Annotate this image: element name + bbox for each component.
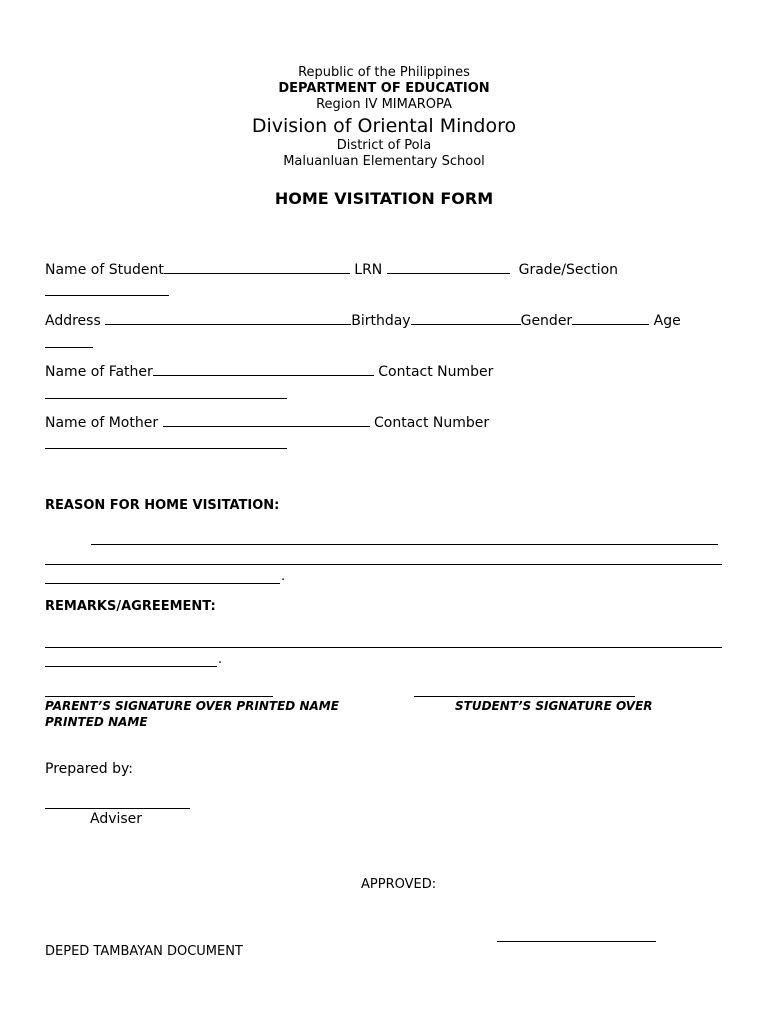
student-signature-label: STUDENT’S SIGNATURE OVER xyxy=(455,699,653,713)
remarks-period: . xyxy=(218,652,223,667)
age-blank[interactable] xyxy=(45,347,93,348)
remarks-line-2[interactable] xyxy=(45,666,217,667)
father-contact-blank[interactable] xyxy=(45,398,287,399)
student-name-label: Name of Student xyxy=(45,262,164,278)
footer-text: DEPED TAMBAYAN DOCUMENT xyxy=(45,944,243,959)
gender-blank[interactable] xyxy=(572,313,649,325)
student-signature-line[interactable] xyxy=(414,696,635,697)
header-district: District of Pola xyxy=(336,138,432,153)
grade-section-label: Grade/Section xyxy=(518,262,619,278)
header-republic: Republic of the Philippines xyxy=(298,65,470,80)
address-row xyxy=(45,313,681,329)
father-name-label: Name of Father xyxy=(45,364,153,380)
address-blank[interactable] xyxy=(105,313,351,325)
father-contact-label: Contact Number xyxy=(378,364,494,380)
prepared-by-label: Prepared by: xyxy=(45,761,133,777)
reason-line-3[interactable] xyxy=(45,583,280,584)
approved-label: APPROVED: xyxy=(361,877,437,892)
remarks-heading: REMARKS/AGREEMENT: xyxy=(45,599,216,614)
remarks-line-1[interactable] xyxy=(45,647,722,648)
father-row xyxy=(45,364,493,380)
header-department: DEPARTMENT OF EDUCATION xyxy=(278,81,490,96)
mother-row xyxy=(45,415,489,431)
birthday-blank[interactable] xyxy=(411,313,521,325)
mother-name-blank[interactable] xyxy=(163,415,370,427)
mother-contact-blank[interactable] xyxy=(45,448,287,449)
address-label: Address xyxy=(45,313,101,329)
adviser-label: Adviser xyxy=(90,811,143,827)
parent-signature-label-cont: PRINTED NAME xyxy=(45,715,148,729)
reason-line-1[interactable] xyxy=(91,544,718,545)
lrn-blank[interactable] xyxy=(387,262,510,274)
header-region: Region IV MIMAROPA xyxy=(316,97,452,112)
reason-heading: REASON FOR HOME VISITATION: xyxy=(45,498,280,513)
father-name-blank[interactable] xyxy=(153,364,374,376)
header-school: Maluanluan Elementary School xyxy=(283,154,485,169)
approver-signature-line[interactable] xyxy=(497,941,656,942)
header-division: Division of Oriental Mindoro xyxy=(251,115,517,137)
age-label: Age xyxy=(653,313,681,329)
adviser-signature-line[interactable] xyxy=(45,808,190,809)
lrn-label: LRN xyxy=(354,262,383,278)
birthday-label: Birthday xyxy=(351,313,411,329)
student-name-blank[interactable] xyxy=(164,262,350,274)
form-title: HOME VISITATION FORM xyxy=(274,189,494,208)
mother-contact-label: Contact Number xyxy=(373,415,490,431)
reason-period: . xyxy=(281,569,286,584)
gender-label: Gender xyxy=(520,313,573,329)
grade-section-blank[interactable] xyxy=(45,295,169,296)
reason-line-2[interactable] xyxy=(45,564,722,565)
student-row xyxy=(45,262,618,278)
mother-name-label: Name of Mother xyxy=(45,415,159,431)
parent-signature-line[interactable] xyxy=(45,696,273,697)
parent-signature-label: PARENT’S SIGNATURE OVER PRINTED NAME xyxy=(45,699,339,713)
